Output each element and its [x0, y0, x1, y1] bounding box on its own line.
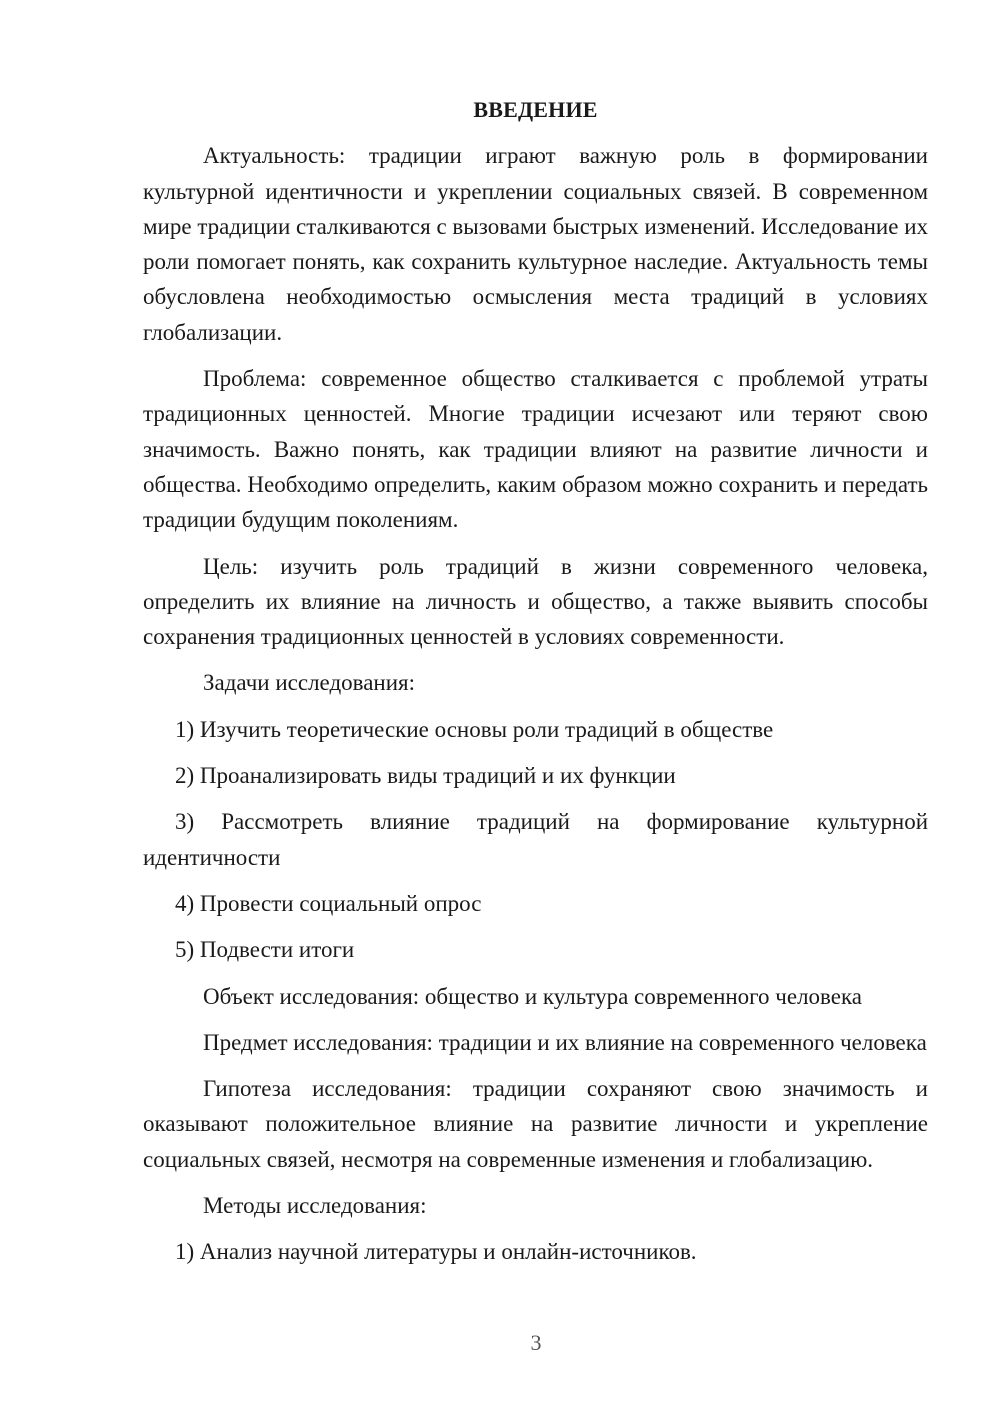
page-number: 3 [530, 1330, 542, 1355]
task-item: 4) Провести социальный опрос [175, 890, 482, 916]
relevance-paragraph: Актуальность: традиции играют важную роль в формировании культурной идентичности и укреплении социальных связей. В современном мире традиции сталкиваются с вызовами быстрых изменений. Исследование их роли помогает понять, как сохранить культурное наследие. Актуальность темы обусловлена необходимостью осмысления места традиций в условиях глобализации. [143, 143, 929, 345]
task-item: 1) Изучить теоретические основы роли традиций в обществе [175, 716, 774, 742]
subject-paragraph: Предмет исследования: традиции и их влияние на современного человека [203, 1029, 927, 1055]
method-item: 1) Анализ научной литературы и онлайн-источников. [175, 1239, 697, 1265]
task-item: 2) Проанализировать виды традиций и их функции [175, 763, 676, 789]
methods-heading: Методы исследования: [203, 1193, 427, 1219]
hypothesis-paragraph: Гипотеза исследования: традиции сохраняют свою значимость и оказывают положительное влияние на развитие личности и укрепление социальных связей, несмотря на современные изменения и глобализацию. [143, 1076, 928, 1172]
object-paragraph: Объект исследования: общество и культура современного человека [203, 983, 863, 1009]
goal-paragraph: Цель: изучить роль традиций в жизни современного человека, определить их влияние на личность и общество, а также выявить способы сохранения традиционных ценностей в условиях современности. [143, 553, 928, 650]
problem-paragraph: Проблема: современное общество сталкивается с проблемой утраты традиционных ценностей. Многие традиции исчезают или теряют свою значимость. Важно понять, как традиции влияют на развитие личности и общества. Необходимо определить, каким образом можно сохранить и передать традиции будущим поколениям. [143, 366, 928, 533]
task-item: 3) Рассмотреть влияние традиций на формирование культурной идентичности [143, 809, 928, 870]
tasks-heading: Задачи исследования: [203, 670, 416, 696]
task-item: 5) Подвести итоги [175, 937, 355, 963]
section-title: ВВЕДЕНИЕ [473, 97, 598, 122]
document-page [143, 92, 928, 1281]
